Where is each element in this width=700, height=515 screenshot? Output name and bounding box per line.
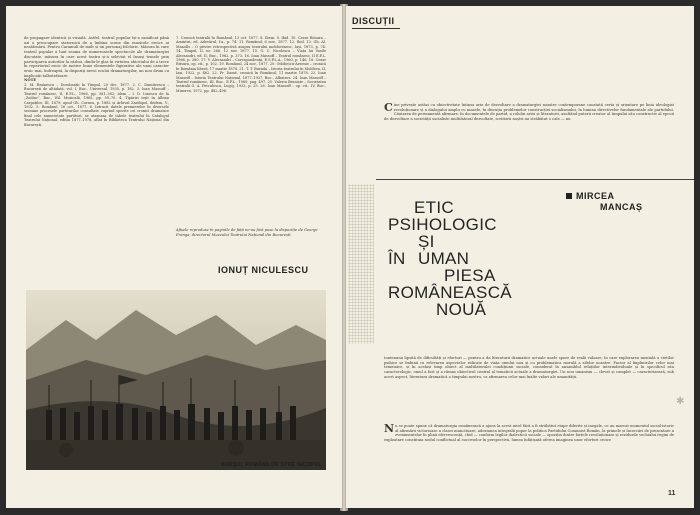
title-line-3: ȘI UMAN <box>418 232 470 268</box>
notes-text: 1. M. Eminescu – Dorobanții în Timpul, 20 dec. 1877. 2. C. Dumitrescu – București de altădată, vol. I, Buc., Universul, 1935, p. 182. 3. Ioan Massoff – Teatrul românesc, II, E.P.L., 1966, pp. 381–382; idem – I. D. Ionescu de la „Zodiac”, Buc., Ed. Muzicală, 1965, pp. 59–70. 4. Tipăriri ieșit în Albina Carpaților, III, 1879, apud Gh. Cornea, p. 1882 și Arhival Zarifopol, ibidem, V., 1932. 5. Românul, 16 oct., 1877. 6. Intrucit datele premierelor în diversele sezoane procesele partiturilor consultate cuprind sporite ori cronici dramatice final cele numerotate partituri, se atașeaza de tabele teatrului în Catalogul Teatrului Național, ediția 1877–1978, aflat în Biblioteca Teatrului Național din București. <box>24 83 169 127</box>
right-page <box>346 6 694 508</box>
left-col1-paragraph: de propagare identică și vizuală. Astfel, teatrul popular își-a ramificat până azi o preocupare statornică de a îmbina scene din muzicele eroice ai neatârnării. Pentru Caramuli de mult și un personaj folcloric. Măsura în care teatrul popular a luat seama de numeroasele spectacole ale dramaturgiei discutate, măsura în care acest teatru și-a selectat el însuși temele prin participarea autorilor la război, dindu-le glas în virtutea obiceiului de a trece în repertoriul eroic de motive bune elementele figurative ale unui caracter eroic mai, îndreaptă, la dispoziți nevoi ecului dramaturgilor, un nou drum cu implicații talbotrătoare. <box>24 36 169 78</box>
intro-dropcap: C <box>384 101 393 114</box>
article-byline: IONUȚ NICULESCU <box>218 265 309 275</box>
intro-text: ine privește astăzi cu obiectivitate întinsa arie de dezvoltare a dramaturgiei noastre contemporane constată certa și orientare pe linia ideologiei revoluționare și a dialogului amplu cu masele, în discuția problemelor construcției socialismului, în lumina directivelor fundamentale ale partidului. Căutarea de permanentă afirmare, în documentele de partid, a rolului artei și literaturii, asultând puterii creator al timpului său constructiv al epocii de dezvoltare a societății socialiste multilateral dezvoltate, scriitorii noștri au străbătut o cale — nu <box>384 103 674 122</box>
body-paragraph-1: tonteauna lipsită de dificultăți și eforturi — pentru a da literaturii dramatice actuale unele spore de reală valoare, în care explorarea mentală a vietilor psihice se îmbină cu relevarea aspectelor ridicate de viața omului nou și cu problematica morală a zilelor noastre. Factor al împlinirilor celor mai temeinice, și în același timp obiect al multilateralei condițiunii sociale, considerat în ansamblul relațiilor interindividuale și în specificul său caracterologic, omul a fost și a rămas obiectivul central al tematicii actuale a dramaturgiei. Un nou umanism — clevat și complet — caracterizează, sub acest aspect, literatura dramatică a timpului nostru, ca afirmarea celor mai înalte valori ale umanității. <box>384 356 674 379</box>
author-first-name: MIRCEA <box>576 191 615 201</box>
author-marker <box>566 193 572 199</box>
title-line-4: ÎN <box>388 249 406 268</box>
intro-paragraph <box>384 103 674 122</box>
body-paragraph-2 <box>384 424 674 443</box>
title-line-7: NOUĂ <box>436 300 487 319</box>
historic-painting-reproduction <box>26 290 326 470</box>
notes-title: NOTE <box>24 78 37 83</box>
author-last-name: MANCAȘ <box>600 202 643 212</box>
painting-image <box>26 290 326 470</box>
title-line-2: PSIHOLOGIC <box>388 215 497 234</box>
section-title-rule <box>352 28 400 29</box>
title-line-5: PIESA <box>444 266 496 285</box>
decorative-star: ✱ <box>676 396 685 407</box>
painting-caption: MARȘUL ROMÂNILOR SPRE NICOPOL <box>220 462 322 468</box>
left-page <box>6 6 342 508</box>
poster-caption: Afișele reproduse în paginile de față ne-au fost puse la dispoziție de George Franga, directorul Muzeului Teatrului Național din București. <box>176 228 318 237</box>
body2-dropcap: N <box>384 422 395 435</box>
section-title: DISCUȚII <box>352 16 395 26</box>
title-line-6: ROMÂNEASCĂ <box>388 283 512 302</box>
left-col2-notes: 7. Cronică teatrală în Românul, 13 oct. 1877. 8. Ibem. 9. Ibid. 10. Cezar Ritsura – Amintiri, ed. Adevărul, f.a., p. 74. 11. Românul, 6 nov., 1877. 12. Ibid. 13. Gh. Al. Manolls – O privire retrospectivă asupra teatrului moldovenesc, Iași, 1873, p. 74. 14. Timpul, II, nr. 266, 12 nov. 1877. 15. G. C. Nicolescu – Viața lui Vasile Alecsandri, ed. II, Buc., 1962, p. 373. 16. Ioan Massoff – Teatrul românesc, II E.P.L. 1966, p. 380. 17. V. Alecsandri – Corespondență, E.S.P.L.A., 1960, p. 146. 18. Cezar Ritsura, op. cit., p. 102. 19. Românul, 24 nov., 1877. 20. Odobescu-Arsenie – cronică în România liberă, 17 martie 1878. 21. T. T. Burada – Istoria teatrului în Moldova, II, Iași, 1922, p. 462. 22. Fr. Damé, cronică în Românul, 11 martie 1878. 23. Ioan Massoff – Istoria Teatrului Național, 1877–1937, Buc., Albatros. 24. Ioan Massoff – Teatrul românesc, III, Buc., E.P.L., 1969, pag. 497. 25. Valeriu Braniște – Societatea teatrală G. A. Petculescu, Lugoj, 1933, p. 25. 26. Ioan Massoff – op. cit., IV, Buc., Minerva, 1972, pp. 482–496. <box>176 36 326 93</box>
title-line-1: ETIC <box>414 198 454 217</box>
body2-text: u se poate spune că dramaturgia românească a ajuns la acest nivel fără a fi străbătut etape diferite și inegale, ce au marcat momentul social-istoric al afirmării victorioase a clasei muncitoare, adeziunea integrală popor la politica Partidului Comunist Român, la primele și încercări de prezentare a evenimentelor în plină efervescență, chid — conform legilor dialecticii sociale — opoziția dintre forțele revoluționare și rezidurile vechiului regim de exploatare constituia nodul conflictual al succeselor în perspectivă, lumea înfățișată oferea imaginea unor eforturi croice <box>384 424 674 443</box>
painting-signature: NESCU <box>34 463 49 468</box>
left-col1-text <box>24 36 169 127</box>
page-number: 11 <box>668 490 676 497</box>
halftone-pattern <box>348 184 374 344</box>
